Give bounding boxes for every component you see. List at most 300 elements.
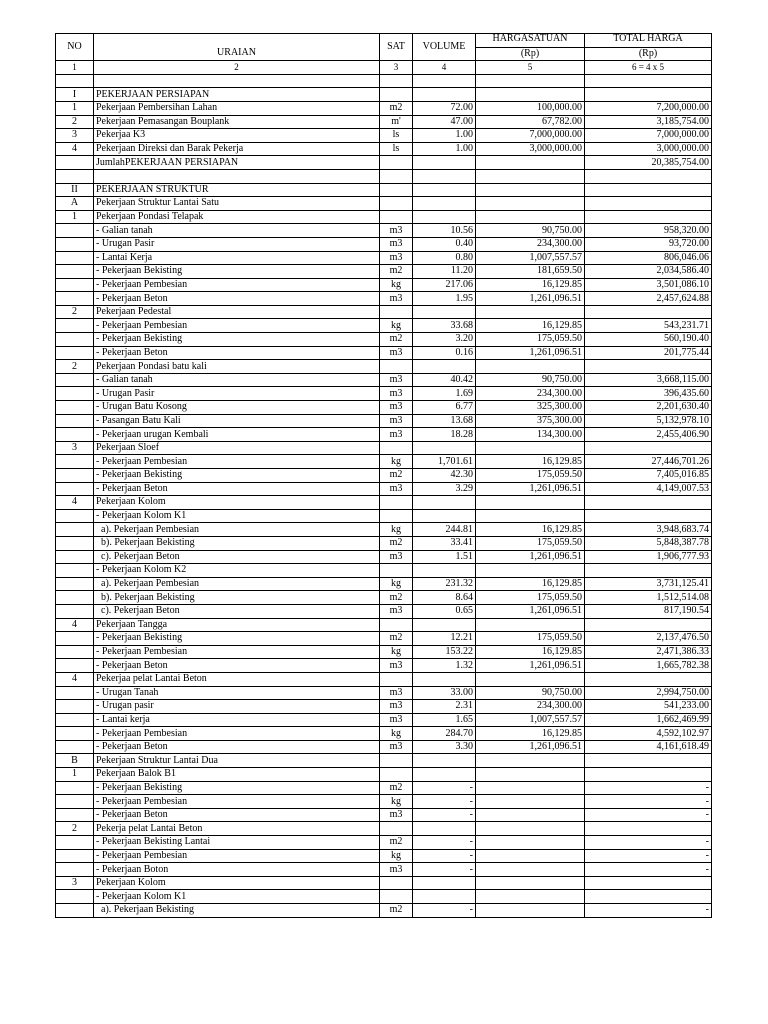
cell-no xyxy=(56,604,94,618)
cell-volume xyxy=(413,876,476,890)
table-row xyxy=(56,904,712,918)
header-total-harga: TOTAL HARGA xyxy=(585,34,712,48)
cell-uraian: - Pekerjaan Beton xyxy=(94,740,380,754)
cell-uraian: Pekerjaan Struktur Lantai Satu xyxy=(94,197,380,211)
table-row xyxy=(56,768,712,782)
cell-uraian: Pekerjaan Tangga xyxy=(94,618,380,632)
cell-volume xyxy=(413,305,476,319)
cell-no: 2 xyxy=(56,360,94,374)
cell-volume xyxy=(413,74,476,88)
cell-sat: kg xyxy=(380,849,413,863)
column-number: 2 xyxy=(94,61,380,75)
cell-harga-satuan xyxy=(476,781,585,795)
cell-sat: kg xyxy=(380,645,413,659)
cell-volume: 12.21 xyxy=(413,632,476,646)
cell-sat: kg xyxy=(380,727,413,741)
table-row xyxy=(56,210,712,224)
cell-total-harga: 201,775.44 xyxy=(585,346,712,360)
cell-volume: 10.56 xyxy=(413,224,476,238)
cell-volume: 0.16 xyxy=(413,346,476,360)
cell-total-harga: 4,161,618.49 xyxy=(585,740,712,754)
cell-no: 3 xyxy=(56,441,94,455)
cell-volume: 1.69 xyxy=(413,387,476,401)
cell-uraian: Pekerjaan Pondasi Telapak xyxy=(94,210,380,224)
table-row xyxy=(56,713,712,727)
cell-uraian: - Pekerjaan Bekisting xyxy=(94,781,380,795)
spacer-row xyxy=(56,74,712,88)
cell-total-harga: - xyxy=(585,904,712,918)
table-row xyxy=(56,251,712,265)
cell-total-harga: 2,201,630.40 xyxy=(585,401,712,415)
cell-no xyxy=(56,469,94,483)
cell-volume xyxy=(413,496,476,510)
cell-volume xyxy=(413,169,476,183)
cell-uraian: - Urugan Pasir xyxy=(94,237,380,251)
table-row xyxy=(56,618,712,632)
cell-uraian: - Pekerjaan Bekisting xyxy=(94,265,380,279)
cell-no xyxy=(56,509,94,523)
table-row xyxy=(56,808,712,822)
cell-sat: kg xyxy=(380,319,413,333)
cell-volume xyxy=(413,88,476,102)
table-row xyxy=(56,156,712,170)
cell-uraian: - Pekerjaan Pembesian xyxy=(94,849,380,863)
cell-volume: - xyxy=(413,849,476,863)
cell-total-harga xyxy=(585,305,712,319)
cell-sat: m2 xyxy=(380,632,413,646)
cell-no xyxy=(56,373,94,387)
cell-uraian: - Pekerjaan Bekisting xyxy=(94,469,380,483)
cell-sat: kg xyxy=(380,278,413,292)
cell-total-harga xyxy=(585,876,712,890)
cell-uraian: - Pekerjaan Pembesian xyxy=(94,278,380,292)
cell-sat: m3 xyxy=(380,604,413,618)
cell-no xyxy=(56,659,94,673)
cell-sat xyxy=(380,441,413,455)
cell-uraian: - Pekerjaan urugan Kembali xyxy=(94,428,380,442)
cell-volume: 284.70 xyxy=(413,727,476,741)
cell-no: 4 xyxy=(56,618,94,632)
cell-volume: 3.30 xyxy=(413,740,476,754)
cell-uraian: Pekerjaan Kolom xyxy=(94,876,380,890)
cell-sat: m2 xyxy=(380,265,413,279)
header-harga-satuan: HARGASATUAN xyxy=(476,34,585,48)
table-row xyxy=(56,414,712,428)
table-row xyxy=(56,509,712,523)
cell-sat: m3 xyxy=(380,686,413,700)
table-row xyxy=(56,469,712,483)
cell-volume xyxy=(413,754,476,768)
cell-sat xyxy=(380,672,413,686)
cell-sat: m3 xyxy=(380,659,413,673)
cell-sat: kg xyxy=(380,577,413,591)
cell-sat: kg xyxy=(380,795,413,809)
cell-total-harga: - xyxy=(585,781,712,795)
cell-sat: m3 xyxy=(380,863,413,877)
table-row xyxy=(56,197,712,211)
column-number: 4 xyxy=(413,61,476,75)
table-row xyxy=(56,183,712,197)
cell-volume: 1.00 xyxy=(413,129,476,143)
cell-harga-satuan xyxy=(476,672,585,686)
cell-harga-satuan: 100,000.00 xyxy=(476,101,585,115)
cell-harga-satuan: 175,059.50 xyxy=(476,469,585,483)
table-row xyxy=(56,659,712,673)
header-no: NO xyxy=(56,34,94,61)
cell-total-harga: 1,665,782.38 xyxy=(585,659,712,673)
cell-sat: m3 xyxy=(380,292,413,306)
cell-uraian: - Pekerjaan Beton xyxy=(94,659,380,673)
cell-volume: - xyxy=(413,781,476,795)
table-row xyxy=(56,700,712,714)
cell-sat: m3 xyxy=(380,700,413,714)
cell-uraian: Pekerjaan Kolom xyxy=(94,496,380,510)
cell-uraian: - Pekerjaan Beton xyxy=(94,808,380,822)
table-row xyxy=(56,577,712,591)
cell-volume xyxy=(413,210,476,224)
cell-volume: 1.65 xyxy=(413,713,476,727)
cell-harga-satuan xyxy=(476,618,585,632)
cell-no xyxy=(56,564,94,578)
cell-harga-satuan xyxy=(476,564,585,578)
cell-sat xyxy=(380,822,413,836)
cell-total-harga: 3,000,000.00 xyxy=(585,142,712,156)
table-row xyxy=(56,88,712,102)
cell-uraian: Pekerjaa pelat Lantai Beton xyxy=(94,672,380,686)
cell-total-harga xyxy=(585,74,712,88)
cell-uraian: - Pekerjaan Pembesian xyxy=(94,795,380,809)
cell-harga-satuan xyxy=(476,509,585,523)
cell-sat: kg xyxy=(380,455,413,469)
cell-harga-satuan: 1,261,096.51 xyxy=(476,659,585,673)
cell-total-harga xyxy=(585,88,712,102)
cell-no: I xyxy=(56,88,94,102)
cell-total-harga: 560,190.40 xyxy=(585,333,712,347)
cell-volume: - xyxy=(413,795,476,809)
cell-sat: kg xyxy=(380,523,413,537)
cell-no xyxy=(56,795,94,809)
column-number: 6 = 4 x 5 xyxy=(585,61,712,75)
cell-no xyxy=(56,904,94,918)
cell-total-harga: 3,948,683.74 xyxy=(585,523,712,537)
cell-uraian: - Pekerjaan Pembesian xyxy=(94,319,380,333)
cell-total-harga: 27,446,701.26 xyxy=(585,455,712,469)
cell-uraian: PEKERJAAN PERSIAPAN xyxy=(94,88,380,102)
cell-harga-satuan: 1,261,096.51 xyxy=(476,740,585,754)
cell-no: 1 xyxy=(56,101,94,115)
cell-uraian xyxy=(94,169,380,183)
table-row xyxy=(56,645,712,659)
cell-total-harga: 806,046.06 xyxy=(585,251,712,265)
cell-uraian: - Pekerjaan Pembesian xyxy=(94,645,380,659)
cell-volume: 3.20 xyxy=(413,333,476,347)
cell-no xyxy=(56,713,94,727)
cell-harga-satuan: 1,261,096.51 xyxy=(476,292,585,306)
table-row xyxy=(56,795,712,809)
cell-uraian: c). Pekerjaan Beton xyxy=(94,550,380,564)
cell-total-harga xyxy=(585,183,712,197)
cell-total-harga: 2,471,386.33 xyxy=(585,645,712,659)
cell-harga-satuan: 1,261,096.51 xyxy=(476,346,585,360)
cell-sat: m2 xyxy=(380,591,413,605)
table-row xyxy=(56,754,712,768)
cell-no xyxy=(56,455,94,469)
table-row xyxy=(56,727,712,741)
cell-total-harga: - xyxy=(585,863,712,877)
cell-volume: 0.80 xyxy=(413,251,476,265)
cell-volume: 2.31 xyxy=(413,700,476,714)
cell-total-harga xyxy=(585,169,712,183)
table-row xyxy=(56,428,712,442)
cell-uraian: Pekerjaan Struktur Lantai Dua xyxy=(94,754,380,768)
cell-no xyxy=(56,414,94,428)
cell-volume: 72.00 xyxy=(413,101,476,115)
cell-total-harga: 1,512,514.08 xyxy=(585,591,712,605)
column-number: 5 xyxy=(476,61,585,75)
cell-no xyxy=(56,686,94,700)
header-rp-total: (Rp) xyxy=(585,47,712,61)
cell-harga-satuan: 175,059.50 xyxy=(476,536,585,550)
cell-no xyxy=(56,849,94,863)
cell-volume xyxy=(413,441,476,455)
table-row xyxy=(56,672,712,686)
cell-harga-satuan: 175,059.50 xyxy=(476,591,585,605)
cell-harga-satuan: 234,300.00 xyxy=(476,237,585,251)
cell-no xyxy=(56,224,94,238)
cell-harga-satuan: 234,300.00 xyxy=(476,700,585,714)
cell-uraian: a). Pekerjaan Bekisting xyxy=(94,904,380,918)
cell-no: 1 xyxy=(56,210,94,224)
cell-no xyxy=(56,536,94,550)
header-uraian: URAIAN xyxy=(94,34,380,61)
cell-harga-satuan xyxy=(476,876,585,890)
cell-volume: - xyxy=(413,863,476,877)
table-row xyxy=(56,781,712,795)
cell-total-harga: 4,149,007.53 xyxy=(585,482,712,496)
cell-uraian: Pekerjaan Direksi dan Barak Pekerja xyxy=(94,142,380,156)
table-row xyxy=(56,237,712,251)
cell-harga-satuan: 16,129.85 xyxy=(476,278,585,292)
cell-harga-satuan: 7,000,000.00 xyxy=(476,129,585,143)
cell-harga-satuan xyxy=(476,890,585,904)
cell-total-harga: 20,385,754.00 xyxy=(585,156,712,170)
column-number: 1 xyxy=(56,61,94,75)
cell-total-harga: - xyxy=(585,795,712,809)
cell-harga-satuan xyxy=(476,74,585,88)
table-row xyxy=(56,536,712,550)
cell-total-harga: 3,668,115.00 xyxy=(585,373,712,387)
cell-no xyxy=(56,278,94,292)
table-row xyxy=(56,360,712,374)
cell-total-harga xyxy=(585,890,712,904)
cell-sat: m2 xyxy=(380,101,413,115)
cell-sat: m' xyxy=(380,115,413,129)
cell-total-harga xyxy=(585,822,712,836)
cell-sat: m3 xyxy=(380,713,413,727)
cell-harga-satuan: 181,659.50 xyxy=(476,265,585,279)
cell-harga-satuan xyxy=(476,197,585,211)
cell-sat: m3 xyxy=(380,550,413,564)
cell-no: II xyxy=(56,183,94,197)
cell-total-harga: 4,592,102.97 xyxy=(585,727,712,741)
cell-uraian: c). Pekerjaan Beton xyxy=(94,604,380,618)
column-number: 3 xyxy=(380,61,413,75)
cell-volume: 153.22 xyxy=(413,645,476,659)
cell-no: B xyxy=(56,754,94,768)
cell-volume: 18.28 xyxy=(413,428,476,442)
cell-harga-satuan: 325,300.00 xyxy=(476,401,585,415)
cell-harga-satuan: 175,059.50 xyxy=(476,632,585,646)
cell-uraian: - Pekerjaan Kolom K2 xyxy=(94,564,380,578)
cell-sat: m3 xyxy=(380,373,413,387)
cell-volume: 1.51 xyxy=(413,550,476,564)
cell-volume xyxy=(413,156,476,170)
cell-volume: 11.20 xyxy=(413,265,476,279)
cell-volume: 6.77 xyxy=(413,401,476,415)
cell-uraian: Pekerja pelat Lantai Beton xyxy=(94,822,380,836)
cell-total-harga: 7,000,000.00 xyxy=(585,129,712,143)
cell-volume: 244.81 xyxy=(413,523,476,537)
table-row xyxy=(56,591,712,605)
cell-total-harga: 1,662,469.99 xyxy=(585,713,712,727)
cell-uraian: - Pekerjaan Beton xyxy=(94,482,380,496)
cell-harga-satuan: 1,261,096.51 xyxy=(476,482,585,496)
table-row xyxy=(56,550,712,564)
table-row xyxy=(56,523,712,537)
cell-no xyxy=(56,523,94,537)
cell-uraian: - Pekerjaan Beton xyxy=(94,346,380,360)
cell-total-harga: 3,731,125.41 xyxy=(585,577,712,591)
cell-volume: 1.00 xyxy=(413,142,476,156)
cell-no xyxy=(56,740,94,754)
cell-sat: m3 xyxy=(380,482,413,496)
cell-no: 3 xyxy=(56,876,94,890)
cell-harga-satuan: 1,007,557.57 xyxy=(476,251,585,265)
cell-volume xyxy=(413,768,476,782)
cell-volume: 0.40 xyxy=(413,237,476,251)
cell-sat: ls xyxy=(380,129,413,143)
cell-sat: m2 xyxy=(380,333,413,347)
cell-sat: m3 xyxy=(380,251,413,265)
cell-uraian: - Pasangan Batu Kali xyxy=(94,414,380,428)
cell-uraian: - Pekerjaan Bekisting xyxy=(94,632,380,646)
cell-total-harga: 2,034,586.40 xyxy=(585,265,712,279)
cell-uraian: Pekerjaan Pondasi batu kali xyxy=(94,360,380,374)
cell-sat xyxy=(380,509,413,523)
cell-sat: m3 xyxy=(380,224,413,238)
table-row xyxy=(56,129,712,143)
cell-uraian: Pekerjaan Pemasangan Bouplank xyxy=(94,115,380,129)
cell-harga-satuan: 375,300.00 xyxy=(476,414,585,428)
table-row xyxy=(56,305,712,319)
cell-sat: m3 xyxy=(380,740,413,754)
cell-uraian: Pekerjaan Pedestal xyxy=(94,305,380,319)
cell-total-harga: 3,501,086.10 xyxy=(585,278,712,292)
cell-total-harga: 5,132,978.10 xyxy=(585,414,712,428)
cell-harga-satuan xyxy=(476,305,585,319)
table-row xyxy=(56,632,712,646)
cell-total-harga xyxy=(585,197,712,211)
cell-sat: m3 xyxy=(380,387,413,401)
cell-volume: 1,701.61 xyxy=(413,455,476,469)
table-row xyxy=(56,890,712,904)
cell-uraian: b). Pekerjaan Bekisting xyxy=(94,591,380,605)
cell-uraian: Pekerjaan Pembersihan Lahan xyxy=(94,101,380,115)
cell-no: 2 xyxy=(56,822,94,836)
cell-harga-satuan xyxy=(476,441,585,455)
cell-harga-satuan: 16,129.85 xyxy=(476,577,585,591)
cell-volume: 33.00 xyxy=(413,686,476,700)
cell-no: 2 xyxy=(56,305,94,319)
cell-harga-satuan xyxy=(476,863,585,877)
table-row xyxy=(56,224,712,238)
table-row xyxy=(56,604,712,618)
cell-volume: - xyxy=(413,836,476,850)
cell-harga-satuan xyxy=(476,836,585,850)
column-number-row xyxy=(56,61,712,75)
table-row xyxy=(56,265,712,279)
cell-total-harga: 7,405,016.85 xyxy=(585,469,712,483)
cell-sat: m3 xyxy=(380,428,413,442)
cell-no: 4 xyxy=(56,142,94,156)
cell-volume: 42.30 xyxy=(413,469,476,483)
header-rp-harga: (Rp) xyxy=(476,47,585,61)
cell-volume xyxy=(413,822,476,836)
cell-total-harga xyxy=(585,509,712,523)
table-row xyxy=(56,836,712,850)
table-row xyxy=(56,455,712,469)
cell-uraian: - Pekerjaan Beton xyxy=(94,292,380,306)
table-row xyxy=(56,863,712,877)
cell-sat xyxy=(380,197,413,211)
cell-no: 4 xyxy=(56,496,94,510)
table-row xyxy=(56,564,712,578)
cell-total-harga: 1,906,777.93 xyxy=(585,550,712,564)
cell-no xyxy=(56,333,94,347)
cell-no xyxy=(56,836,94,850)
table-row xyxy=(56,142,712,156)
cell-no xyxy=(56,863,94,877)
cell-no xyxy=(56,237,94,251)
cell-total-harga xyxy=(585,768,712,782)
cell-volume xyxy=(413,618,476,632)
cell-total-harga: 2,994,750.00 xyxy=(585,686,712,700)
cell-uraian: - Pekerjaan Bekisting xyxy=(94,333,380,347)
cell-harga-satuan: 16,129.85 xyxy=(476,727,585,741)
cell-volume: 33.41 xyxy=(413,536,476,550)
cell-sat: m2 xyxy=(380,781,413,795)
cell-harga-satuan xyxy=(476,156,585,170)
cell-no: 4 xyxy=(56,672,94,686)
table-row xyxy=(56,496,712,510)
cell-no xyxy=(56,577,94,591)
cell-sat: m2 xyxy=(380,469,413,483)
cell-volume: 3.29 xyxy=(413,482,476,496)
cell-uraian: - Urugan pasir xyxy=(94,700,380,714)
cell-no xyxy=(56,401,94,415)
cell-volume xyxy=(413,197,476,211)
cell-sat: m3 xyxy=(380,414,413,428)
table-row xyxy=(56,101,712,115)
cell-uraian: a). Pekerjaan Pembesian xyxy=(94,577,380,591)
cell-harga-satuan: 16,129.85 xyxy=(476,319,585,333)
cell-uraian: PEKERJAAN STRUKTUR xyxy=(94,183,380,197)
cell-uraian: - Urugan Batu Kosong xyxy=(94,401,380,415)
cell-harga-satuan xyxy=(476,210,585,224)
cell-volume: 231.32 xyxy=(413,577,476,591)
table-row xyxy=(56,346,712,360)
cell-harga-satuan: 1,261,096.51 xyxy=(476,550,585,564)
